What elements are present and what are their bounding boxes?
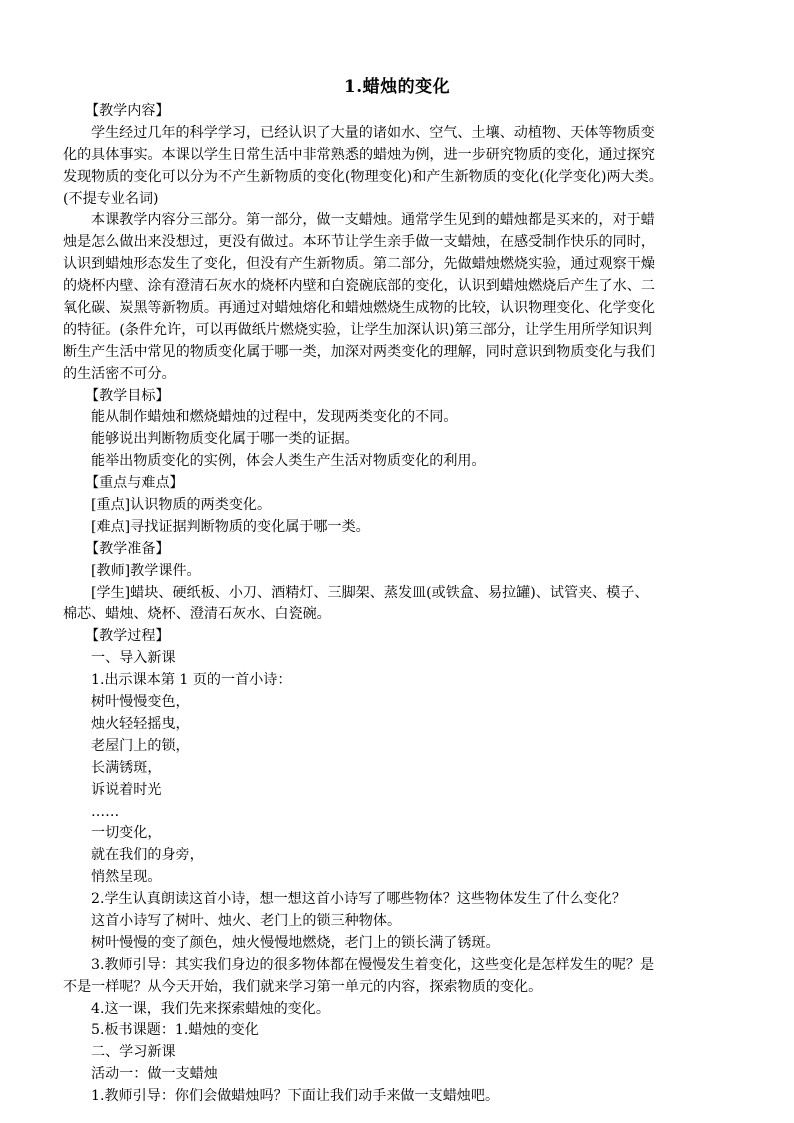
section-heading: 【教学过程】 — [85, 628, 170, 645]
text-line: 本课教学内容分三部分。第一部分，做一支蜡烛。通常学生见到的蜡烛都是买来的，对于蜡 — [91, 212, 655, 229]
text-line: [难点]寻找证据判断物质的变化属于哪一类。 — [91, 518, 370, 535]
text-line: [教师]教学课件。 — [91, 562, 201, 579]
text-line: 认识到蜡烛形态发生了变化，但没有产生新物质。第二部分，先做蜡烛燃烧实验，通过观察干燥 — [63, 256, 655, 273]
text-line: 断生产生活中常见的物质变化属于哪一类，加深对两类变化的理解，同时意识到物质变化与我们 — [63, 343, 655, 360]
text-line: 氧化碳、炭黑等新物质。再通过对蜡烛熔化和蜡烛燃烧生成物的比较，认识物理变化、化学变化 — [63, 300, 655, 317]
text-line: 这首小诗写了树叶、烛火、老门上的锁三种物体。 — [91, 912, 402, 929]
text-line: [重点]认识物质的两类变化。 — [91, 497, 272, 514]
text-line: [学生]蜡块、硬纸板、小刀、酒精灯、三脚架、蒸发皿(或铁盒、易拉罐)、试管夹、模子、 — [91, 584, 649, 601]
text-line: 学生经过几年的科学学习，已经认识了大量的诸如水、空气、土壤、动植物、天体等物质变 — [91, 124, 655, 141]
text-line: …… — [91, 803, 120, 820]
text-line: 能举出物质变化的实例，体会人类生产生活对物质变化的利用。 — [91, 453, 486, 470]
text-line: 树叶慢慢变色， — [91, 694, 190, 711]
text-line: 的生活密不可分。 — [63, 365, 176, 382]
text-line: 的特征。(条件允许，可以再做纸片燃烧实验，让学生加深认识)第三部分，让学生用所学知识判 — [63, 321, 652, 338]
text-line: (不提专业名词) — [63, 190, 159, 207]
text-line: 发现物质的变化可以分为不产生新物质的变化(物理变化)和产生新物质的变化(化学变化)两大类。 — [63, 168, 663, 185]
section-heading: 【教学目标】 — [85, 387, 170, 404]
text-line: 一、导入新课 — [91, 650, 176, 667]
text-line: 4.这一课，我们先来探索蜡烛的变化。 — [91, 1000, 330, 1017]
text-line: 2.学生认真朗读这首小诗，想一想这首小诗写了哪些物体？这些物体发生了什么变化？ — [91, 891, 626, 908]
text-line: 1.教师引导：你们会做蜡烛吗？下面让我们动手来做一支蜡烛吧。 — [91, 1088, 500, 1105]
text-line: 二、学习新课 — [91, 1044, 176, 1061]
text-line: 5.板书课题：1.蜡烛的变化 — [91, 1022, 259, 1039]
text-line: 棉芯、蜡烛、烧杯、澄清石灰水、白瓷碗。 — [63, 606, 331, 623]
page-title: 1.蜡烛的变化 — [343, 77, 451, 97]
document-body — [63, 101, 731, 1108]
text-line: 3.教师引导：其实我们身边的很多物体都在慢慢发生着变化，这些变化是怎样发生的呢？是 — [91, 956, 655, 973]
section-heading: 【教学内容】 — [85, 103, 170, 119]
section-heading: 【重点与难点】 — [85, 475, 184, 492]
text-line: 一切变化， — [91, 825, 162, 842]
text-line: 老屋门上的锁， — [91, 737, 190, 754]
text-line: 不是一样呢？从今天开始，我们就来学习第一单元的内容，探索物质的变化。 — [63, 978, 543, 995]
text-line: 树叶慢慢的变了颜色，烛火慢慢地燃烧，老门上的锁长满了锈斑。 — [91, 934, 500, 951]
text-line: 烛火轻轻摇曳， — [91, 715, 190, 732]
text-line: 1.出示课本第 1 页的一首小诗： — [91, 672, 292, 689]
text-line: 诉说着时光 — [91, 781, 162, 798]
text-line: 能从制作蜡烛和燃烧蜡烛的过程中，发现两类变化的不同。 — [91, 409, 458, 426]
text-line: 长满锈斑， — [91, 759, 162, 776]
text-line: 能够说出判断物质变化属于哪一类的证据。 — [91, 431, 359, 448]
text-line: 活动一：做一支蜡烛 — [91, 1066, 218, 1083]
text-line: 烛是怎么做出来没想过，更没有做过。本环节让学生亲手做一支蜡烛，在感受制作快乐的同时， — [63, 234, 655, 251]
text-line: 悄然呈现。 — [91, 869, 162, 886]
section-heading: 【教学准备】 — [85, 540, 170, 557]
text-line: 化的具体事实。本课以学生日常生活中非常熟悉的蜡烛为例，进一步研究物质的变化，通过探究 — [63, 146, 655, 163]
text-line: 就在我们的身旁， — [91, 847, 204, 864]
text-line: 的烧杯内壁、涂有澄清石灰水的烧杯内壁和白瓷碗底部的变化，认识到蜡烛燃烧后产生了水、二 — [63, 278, 655, 295]
